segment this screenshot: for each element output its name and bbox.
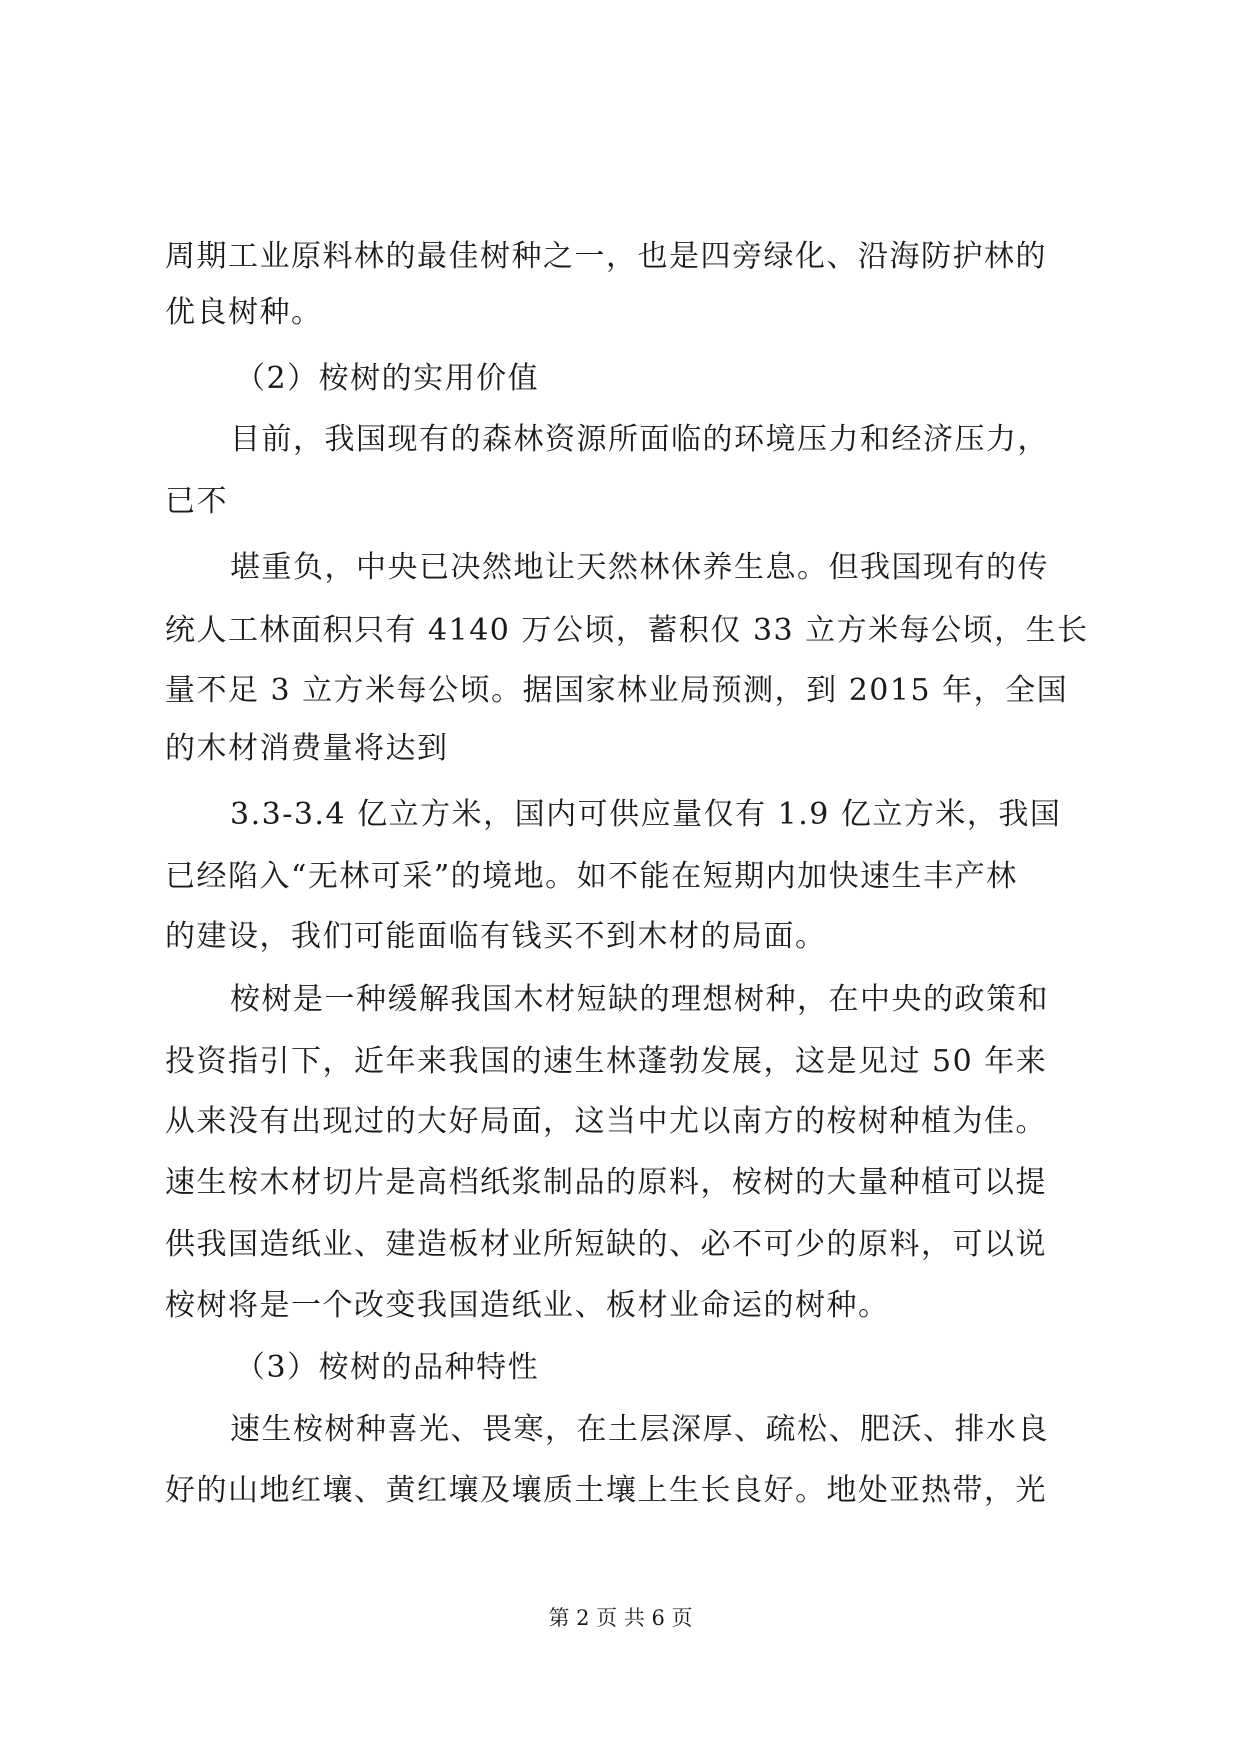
text-line: 投资指引下，近年来我国的速生林蓬勃发展，这是见过 50 年来 (165, 1044, 1048, 1079)
text-line: 的建设，我们可能面临有钱买不到木材的局面。 (165, 919, 827, 954)
section-heading: （2）桉树的实用价值 (235, 361, 540, 396)
section-heading: （3）桉树的品种特性 (235, 1350, 540, 1385)
text-line: 堪重负，中央已决然地让天然林休养生息。但我国现有的传 (230, 550, 1049, 585)
text-line: 桉树将是一个改变我国造纸业、板材业命运的树种。 (165, 1288, 890, 1323)
text-line: 周期工业原料林的最佳树种之一，也是四旁绿化、沿海防护林的 (165, 239, 1047, 274)
text-line: 好的山地红壤、黄红壤及壤质土壤上生长良好。地处亚热带，光 (165, 1473, 1047, 1508)
text-line: 已不 (165, 484, 228, 519)
text-line: 3.3-3.4 亿立方米，国内可供应量仅有 1.9 亿立方米，我国 (230, 797, 1062, 832)
text-line: 量不足 3 立方米每公顷。据国家林业局预测，到 2015 年，全国 (165, 673, 1069, 708)
text-line: 桉树是一种缓解我国木材短缺的理想树种，在中央的政策和 (230, 982, 1049, 1017)
text-line: 速生桉树种喜光、畏寒，在土层深厚、疏松、肥沃、排水良 (230, 1412, 1049, 1447)
text-line: 供我国造纸业、建造板材业所短缺的、必不可少的原料，可以说 (165, 1227, 1047, 1262)
text-line: 目前，我国现有的森林资源所面临的环境压力和经济压力， (230, 422, 1049, 457)
text-line: 优良树种。 (165, 295, 323, 330)
text-line: 的木材消费量将达到 (165, 731, 449, 766)
text-line: 从来没有出现过的大好局面，这当中尤以南方的桉树种植为佳。 (165, 1104, 1047, 1139)
text-line: 已经陷入“无林可采”的境地。如不能在短期内加快速生丰产林 (165, 859, 1018, 894)
text-line: 速生桉木材切片是高档纸浆制品的原料，桉树的大量种植可以提 (165, 1165, 1047, 1200)
text-line: 统人工林面积只有 4140 万公顷，蓄积仅 33 立方米每公顷，生长 (165, 613, 1089, 648)
page-number-footer: 第 2 页 共 6 页 (548, 1606, 693, 1630)
